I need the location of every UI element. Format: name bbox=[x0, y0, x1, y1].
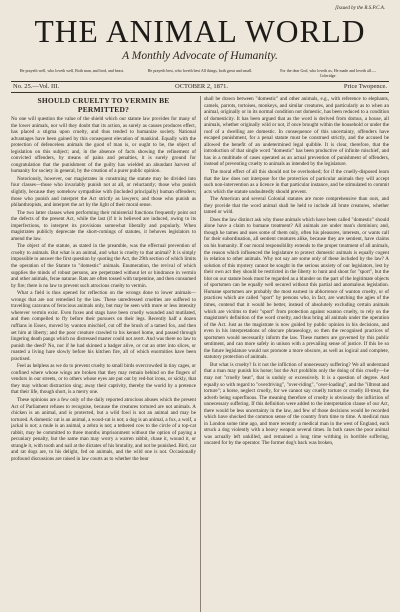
article-columns bbox=[11, 96, 389, 612]
masthead-title: THE ANIMAL WORLD bbox=[34, 14, 366, 49]
left-paragraph: The two latter classes when performing their ministerial functions frequently point out the defects of the present Act, while the last (if it is believed are induced, owing to its imperfections, to interpret its provisions somewhat liberally and popularly. When magistrates publicly deprecate the short-comings of statutes, it behoves legislators to amend the law. bbox=[11, 209, 196, 242]
motto-row bbox=[11, 68, 389, 78]
issue-price: Price Twopence. bbox=[343, 83, 387, 90]
article-title: SHOULD CRUELTY TO VERMIN BE PERMITTED? bbox=[37, 96, 170, 114]
right-paragraph: But what is cruelty? Is it not the infliction of unnecessary suffering? We all understand that a man may punish his horse; but the Act prohibits only the doing of this cruelly—he may not "cruelly beat", that is unduly or excessively. It is a question of degree. And equally so with regard to "overdriving", "over-riding", "over-loading", and the "illtreat and torture"; a horse, neglect cruelly, for we cannot say cruelly torture or cruelly ill-treat, the adverb being superfluous. The meaning therefore of cruelty is obviously the infliction of unnecessary suffering. If this definition were added to the interpretation clause of our Act, there would be less uncertainty in the law, and few of those decisions would be recorded which have shocked the common sense of the country from time to time. A medical man in London some time ago, and more recently a medical man in the west of England, each struck a dog violently with a heavy weapon several times. In both cases the poor animal was actually left unkilled, and remained a long time writhing in horrible suffering, uncared for by the operator. The former dog's back was broken, bbox=[204, 361, 389, 447]
left-paragraph: These opinions are a few only of the daily reported atrocious abuses which the present Act of Parliament refuses to recognise, because the creatures tortured are not animals. A chicken is an animal, and is protected, but a wild fowl is not an animal and may be tortured. A domestic cat is an animal, a wood-cat is not; a dog is an animal, a fox, a wolf, a jackal is not; a mule is an animal, a zebra is not; a tethered cow to the circle of a top-cat rabbit, may be committed to three months imprisonment without the option of paying a pecuniary penalty, but the same man may worry a warren rabbit, chase it, wound it, or strangle it, with tooth and nail at the dictates of his brutality, and not be punished. Bird, cat and rat dogs are, to his delight, fed on animals, and the wild one is not. Occasionally profound discussions are raised in law courts as to whether the bear bbox=[11, 396, 196, 462]
issue-date: OCTOBER 2, 1871. bbox=[175, 83, 228, 90]
right-paragraph: The American and several Colonial statutes are more comprehensive than ours, and they provide that the word animal shall be held to include all brute creatures, whether tamed or wild. bbox=[204, 196, 389, 216]
issued-by-note: [Issued by the R.S.P.C.A. bbox=[335, 6, 385, 11]
right-paragraph: Does the law distinct ask why those animals which have been called "domestic" should alone have a claim to humane treatment? All animals are under man's dominion; and, though he tames and uses some of them only, often his pleasures, interests, or wants call for their subordination, all sentient creatures alike, because they are sentient, have claims on his humanity. If our moral responsibility extends to the proper treatment of all animals, the reason which influenced the legislature to protect domestic animals is equally cogent in relation to other animals. Why not say are some only of these included by the law? A solution of this mystery cannot be sought in the serious anxiety of our legislators, lest by their own act they should be restricted in the liberty to hunt and shoot for "sport", but the blot on our statute book must be regarded as a blunder on the part of the legitimate objects of sportsmen can be equally well secured without this partial and anomalous legislation. Humane sportsmen are probably the most earnest in abhorrence of wanton cruelty, or of practices which are called "sport" by persons who, in fact, are watching the agies of the times, contend that it would be better, instead of absolutely excluding certain animals which are victims to their "sport" from protection against wanton cruelty, to rely on the magistrate's definition of the word cruelty, and thus bring all animals under the operation of the Act. Just as the magistrate is now guided by public opinion in his decisions, and even in his interpretations of obscure phraseology, so then the recognised practices of sportsmen would necessarily inform the law. These matters are governed by this public sentiment, and can more safely in unison with a prevailing sense of justice. If this be so the future legislature would not promote a more obscure, as well as logical and complete, statutory protection of animals. bbox=[204, 216, 389, 361]
column-left bbox=[11, 96, 196, 612]
right-paragraph: The moral effect of all this should not be overlooked; for if the cruelly-disposed learn that the law does not interpose for the protection of particular animals they will accept such non-intervention as a licence in that particular instance, and be stimulated to commit acts which the statute undoubtedly should prevent. bbox=[204, 169, 389, 195]
masthead-subtitle: A Monthly Advocate of Humanity. bbox=[122, 50, 278, 62]
issue-number: No. 25.—Vol. III. bbox=[13, 83, 60, 90]
motto-center: He prayeth best, who loveth best All things, both great and small. bbox=[147, 68, 253, 73]
motto-right: For the dear God, who loveth us, He made and loveth all.—Coleridge. bbox=[280, 68, 376, 78]
left-paragraph: No one will question the value of the shield which our statute law provides for many of the lower animals, nor will they doubt that its action, as surely as causes produces effect, has placed a stigma upon cruelty, and thus tended to humanize society. National advantages have been gained by this consequent elevation of mankind. Equally with the protection of defenceless animals the good of man is, or ought to be, the object of legislation on this subject; and, in the absence of facts showing the refinement of convicted offenders, by means of pains and penalties, it is surely ground for congratulation that the punishment of the guilty has wielded an abundant harvest of humanity for society in general, by the creation of a purer public opinion. bbox=[11, 116, 196, 175]
column-right bbox=[204, 96, 389, 612]
motto-left: He prayeth well, who loveth well, Both man, and bird, and beast. bbox=[19, 68, 124, 73]
issue-bar bbox=[11, 81, 389, 93]
column-divider bbox=[200, 96, 201, 612]
left-paragraph: What a field is thus opened for reflection on the wrongs done to lower animals—wrongs that are not remedied by the law. These unredressed cruelties are suffered to travelling caravans of ferocious animals only, but may be seen with more or less intensity wherever vermin exist. Even foxes and stags have been cruelly wounded and mutilated, and then compelled to fly before their pursuers on their legs. Recently half a dozen ruffians in Essex, moved by wanton mischief, cut off the brush of a tamed fox, and then set him at liberty; and the poor creature crawled to his kennel home, and passed through lingering death pangs which no distressed master could not avert. And was there no law to punish the deed? No, nor if he had skinned a badger alive, or cut an otter into slices, or roasted a living hare slowly before his kitchen fire, all of which enormities have been practised. bbox=[11, 290, 196, 362]
right-paragraph: shall be drawn between "domestic" and other animals, e.g., with reference to elephants, camels, parrots, tortoises, monkeys, and similar creatures, and particularly as to when an animal, originally or in its normal condition not domestic, has been reduced to a condition of domesticity. It has been argued that as the word is derived from domus, a house, all animals, whether originally wild or not, if once brought within the household or under the roof of a dwelling are domestic. In consequence of this uncertainty, offenders have escaped punishment, for a penal statute must be construed strictly, and the accused be allowed the benefit of an undetermined legal quibble. It is clear, therefore, that the introduction of that single word "domestic" has been productive of infinite mischief, and has in a multitude of cases operated as an actual prevention of punishment of offenders, instead of preventing cruelty to animals as intended by the legislature. bbox=[204, 96, 389, 168]
left-paragraph: Notoriously, however, our magistrates in construing the statute may be divided into four classes—those who invariably punish not at all, or reluctantly; those who punish slightly, because they somehow sympathise with (included principally) human offenders; those who punish and interpret the Act strictly as lawyers; and those who punish as philanthropists, and interpret the act by the light of their moral sense. bbox=[11, 175, 196, 209]
left-paragraph: Feel as helpless as we do to prevent cruelty to small birds overcrowded in tiny cages, or confined where whose wings are broken that they may remain behind on the fingers of vendors in our streets, or to others whose eyes are put out by red-hot irons, or sickly, that they may without distraction sing; away their captivity, thereby the world by a pretence that their life, though short, is a merry one. bbox=[11, 363, 196, 396]
left-paragraph: The object of the statute, as stated in the preamble, was the effectual prevention of cruelty to animals. But what is an animal, and what is cruelty to that animal? It is simply impossible to answer the first question by quoting the Act, the 29th section of which limits the operation of the Statute to "domestic" animals. Enumeration, the revival of which supplies the minds of robust persons, are perpetrated without let or hindrance in vermin and other animals, ferae naturae. Rats are often tossed with turpentine, and then consumed by fire; there is no law to prevent such atrocious cruelty to vermin. bbox=[11, 243, 196, 289]
